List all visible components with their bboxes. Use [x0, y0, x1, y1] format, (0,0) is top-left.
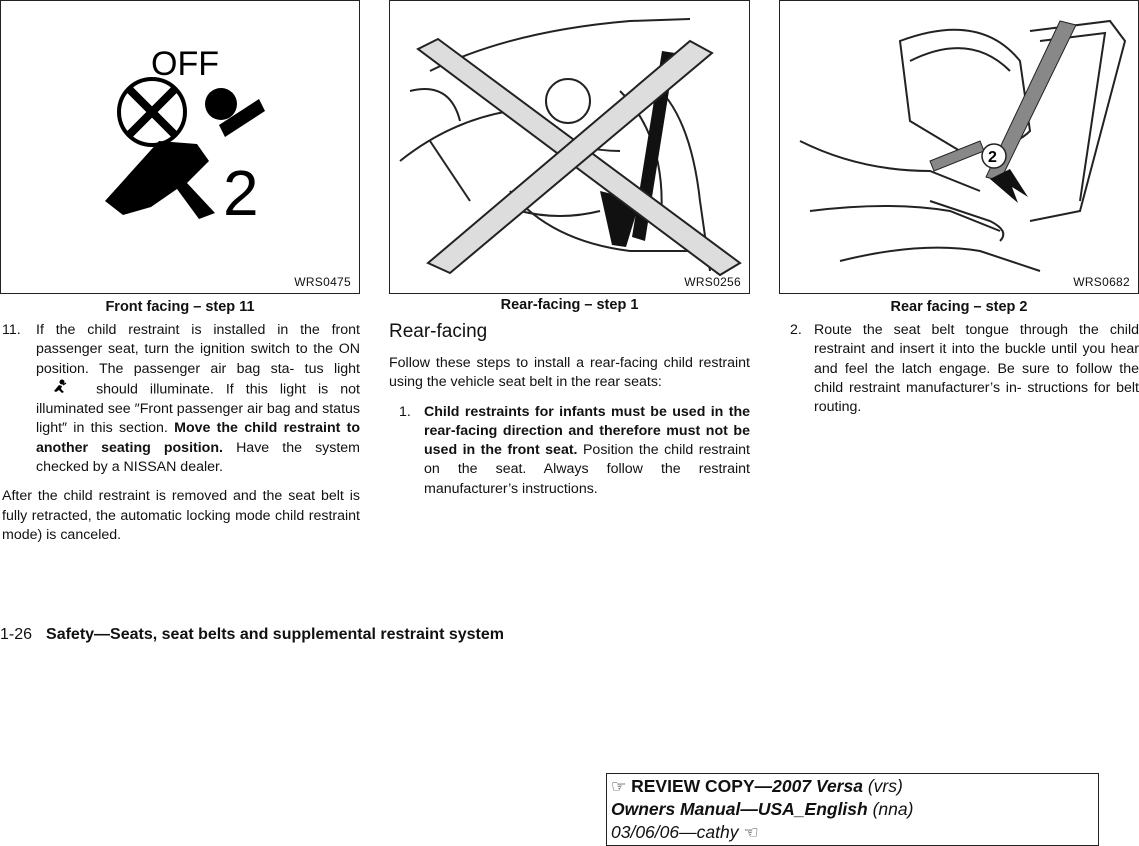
- step-text-part: If the child restraint is installed in the front passenger seat, turn the ignition switch to the ON position. The passenger air bag sta- tus light: [36, 322, 360, 377]
- step-text: Route the seat belt tongue through the child restraint and insert it into the buckle until you hear and feel the latch engage. Be sure to follow the child restraint manufacturer’s in- structions for belt routing.: [814, 322, 1139, 416]
- page-number: 1-26: [0, 626, 33, 643]
- figure-front-facing-step-11: [0, 0, 360, 294]
- review-model: 2007 Versa: [772, 776, 863, 796]
- rear-facing-child-restraint-front-seat-prohibited-illustration: [390, 1, 750, 294]
- step-number: 1.: [399, 403, 411, 420]
- figure-rear-facing-step-2: [779, 0, 1139, 294]
- review-line-3: [611, 821, 1094, 844]
- column-3: [790, 321, 1139, 417]
- review-model-code: (vrs): [867, 776, 903, 796]
- off-label: OFF: [151, 45, 219, 83]
- airbag-off-status-light-icon: [1, 1, 360, 294]
- section-title: Safety—Seats, seat belts and supplemental restraint system: [46, 626, 504, 643]
- review-label: REVIEW COPY—: [631, 776, 773, 796]
- figure-rear-facing-step-1: [389, 0, 750, 294]
- paragraph: After the child restraint is removed and the seat belt is fully retracted, the automatic locking mode child restraint mode) is canceled.: [2, 488, 360, 543]
- page-footer: [0, 626, 504, 644]
- seat-number: 2: [223, 157, 259, 229]
- step-text: [36, 321, 360, 477]
- step-1: [389, 403, 750, 499]
- review-line-1: [611, 775, 1094, 798]
- callout-number: 2: [988, 149, 997, 166]
- step-bold-warning: Move the child restraint to another seating position.: [36, 420, 360, 456]
- review-copy-box: [606, 773, 1099, 846]
- pointing-hand-icon: ☞: [611, 777, 627, 796]
- step-2: [790, 321, 1139, 417]
- column-1: [2, 321, 360, 545]
- pointing-hand-left-icon: ☜: [743, 823, 759, 842]
- step-text-part: Have the system checked by a NISSAN dealer.: [36, 439, 360, 476]
- step-text-part: Position the child restraint on the seat. Always follow the restraint manufacturer’s instructions.: [424, 442, 750, 497]
- review-line-2: [611, 798, 1094, 821]
- figure-code: WRS0475: [294, 275, 351, 289]
- review-manual: Owners Manual—USA_English: [611, 799, 868, 819]
- intro-paragraph: Follow these steps to install a rear-facing child restraint using the vehicle seat belt in the rear seats:: [389, 355, 750, 391]
- step-11: [2, 321, 360, 477]
- figure-caption: Rear-facing – step 1: [500, 297, 639, 313]
- step-text: [424, 403, 750, 499]
- figure-code: WRS0682: [1073, 275, 1130, 289]
- step-bold-warning: Child restraints for infants must be used in the rear-facing direction and therefore must not be used in the front seat.: [424, 403, 750, 459]
- review-manual-code: (nna): [872, 799, 914, 819]
- figure-caption: Rear facing – step 2: [890, 299, 1028, 315]
- review-date: 03/06/06—cathy: [611, 822, 739, 842]
- figure-code: WRS0256: [684, 275, 741, 289]
- column-2: [389, 354, 750, 499]
- step-number: 11.: [2, 322, 21, 338]
- section-heading: Rear-facing: [389, 321, 488, 342]
- step-number: 2.: [790, 322, 802, 338]
- step-text-part: should illuminate. If this light is not illuminated see ″Front passenger air bag and status light″ in this section.: [36, 381, 360, 437]
- seat-belt-tongue-into-buckle-illustration: [780, 1, 1139, 294]
- figure-caption: Front facing – step 11: [105, 299, 255, 315]
- passenger-airbag-status-light-icon: [36, 379, 84, 400]
